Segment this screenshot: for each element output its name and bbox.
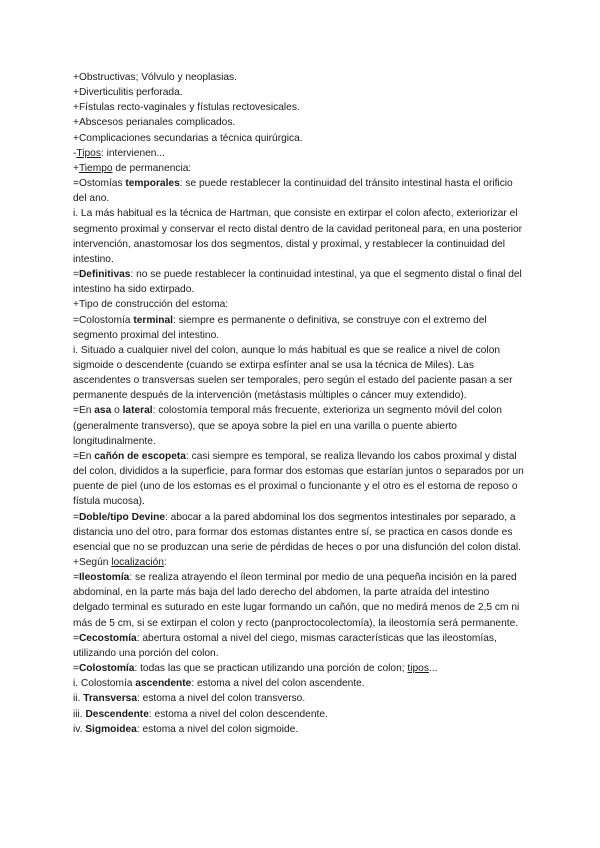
underlined-term: Tiempo xyxy=(78,162,113,174)
section-heading-tipos: -Tipos: intervienen... xyxy=(73,147,165,159)
paragraph: +Fístulas recto-vaginales y fístulas rectovesicales. xyxy=(73,102,300,114)
bold-term: Cecostomía xyxy=(78,632,137,644)
paragraph: =Cecostomía: abertura ostomal a nivel del ciego, mismas características que las ileostomías, utilizando una porción del colon. xyxy=(73,632,497,659)
underlined-term: localización xyxy=(111,557,164,568)
subheading-construccion: +Tipo de construcción del estoma: xyxy=(73,299,229,311)
list-item: ii. Transversa: estoma a nivel del colon transverso. xyxy=(73,693,306,705)
underlined-term: tipos xyxy=(407,663,429,675)
paragraph: +Abscesos perianales complicados. xyxy=(73,117,236,129)
paragraph: +Diverticulitis perforada. xyxy=(73,87,183,99)
paragraph: =Ileostomía: se realiza atrayendo el íleon terminal por medio de una pequeña incisión en la pared abdominal, en la parte más baja del lado derecho del abdomen, la parte atraída del intestino delgado terminal es suturado en este lugar formando un cañón, que no medirá menos de 2,5 cm ni más de 5 cm, si se extirpan el colon y recto (panproctocolectomía), la ileostomía será permanente. xyxy=(73,572,520,629)
document-body xyxy=(73,70,528,737)
paragraph: =Doble/tipo Devine: abocar a la pared abdominal los dos segmentos intestinales por separado, a distancia uno del otro, para formar dos estomas distantes entre sí, se practica en casos donde es esencial que no se produzcan una serie de pérdidas de heces o por una disfunción del colon distal. xyxy=(73,511,521,553)
list-item: iii. Descendente: estoma a nivel del colon descendente. xyxy=(73,708,328,720)
paragraph: i. Situado a cualquier nivel del colon, aunque lo más habitual es que se realice a nivel de colon sigmoide o descendente (cuando se extirpa esfínter anal se usa la técnica de Miles). Las ascendentes o transversas suelen ser temporales, pero según el estado del paciente pasan a ser permanente después de la intervención (metástasis múltiples o cáncer muy extendido). xyxy=(73,344,513,402)
subheading-localizacion: +Según localización: xyxy=(73,557,167,568)
paragraph: =En asa o lateral: colostomía temporal más frecuente, exterioriza un segmento móvil del colon (generalmente transverso), que se apoya sobre la piel en una varilla o puente abierto longitudinalmente. xyxy=(73,405,502,447)
list-item: iv. Sigmoidea: estoma a nivel del colon sigmoide. xyxy=(73,723,299,735)
bold-term: Sigmoidea xyxy=(85,723,137,735)
paragraph: =Colostomía terminal: siempre es permanente o definitiva, se construye con el extremo del segmento proximal del intestino. xyxy=(73,314,487,341)
bold-term: temporales xyxy=(125,178,180,190)
paragraph: =Definitivas: no se puede restablecer la continuidad intestinal, ya que el segmento distal o final del intestino ha sido extirpado. xyxy=(73,269,522,296)
bold-term: Ileostomía xyxy=(78,572,130,584)
list-item: i. Colostomía ascendente: estoma a nivel del colon ascendente. xyxy=(73,678,365,690)
bold-term: Colostomía xyxy=(78,663,135,675)
bold-term: cañón de escopeta xyxy=(94,450,186,462)
underlined-term: Tipos xyxy=(76,147,101,159)
bold-term: ascendente xyxy=(135,678,192,690)
bold-term: terminal xyxy=(133,314,173,326)
paragraph: =En cañón de escopeta: casi siempre es temporal, se realiza llevando los cabos proximal y distal del colon, divididos a la superficie, para formar dos estomas que estarían juntos o separados por un puente de piel (uno de los estomas es el proximal o funcionante y el otro es el estoma de reposo o fístula mucosa). xyxy=(73,450,524,508)
paragraph: =Ostomías temporales: se puede restablecer la continuidad del tránsito intestinal hasta el orificio del ano. xyxy=(73,178,513,205)
paragraph: +Complicaciones secundarias a técnica quirúrgica. xyxy=(73,132,303,144)
paragraph: i. La más habitual es la técnica de Hartman, que consiste en extirpar el colon afecto, exteriorizar el segmento proximal y conservar el recto distal dentro de la cavidad peritoneal para, en una posterior intervención, anastomosar los dos segmentos, distal y proximal, y restablecer la continuidad del intestino. xyxy=(73,208,523,265)
paragraph: +Obstructivas; Vólvulo y neoplasias. xyxy=(73,72,237,83)
subheading-tiempo: +Tiempo de permanencia: xyxy=(73,162,192,174)
bold-term: Doble/tipo Devine xyxy=(78,511,165,523)
paragraph: =Colostomía: todas las que se practican utilizando una porción de colon; tipos... xyxy=(73,663,438,675)
bold-term: asa xyxy=(94,405,112,417)
bold-term: lateral xyxy=(122,405,153,417)
bold-term: Descendente xyxy=(85,708,149,720)
bold-term: Definitivas xyxy=(78,269,131,281)
bold-term: Transversa xyxy=(83,693,137,705)
